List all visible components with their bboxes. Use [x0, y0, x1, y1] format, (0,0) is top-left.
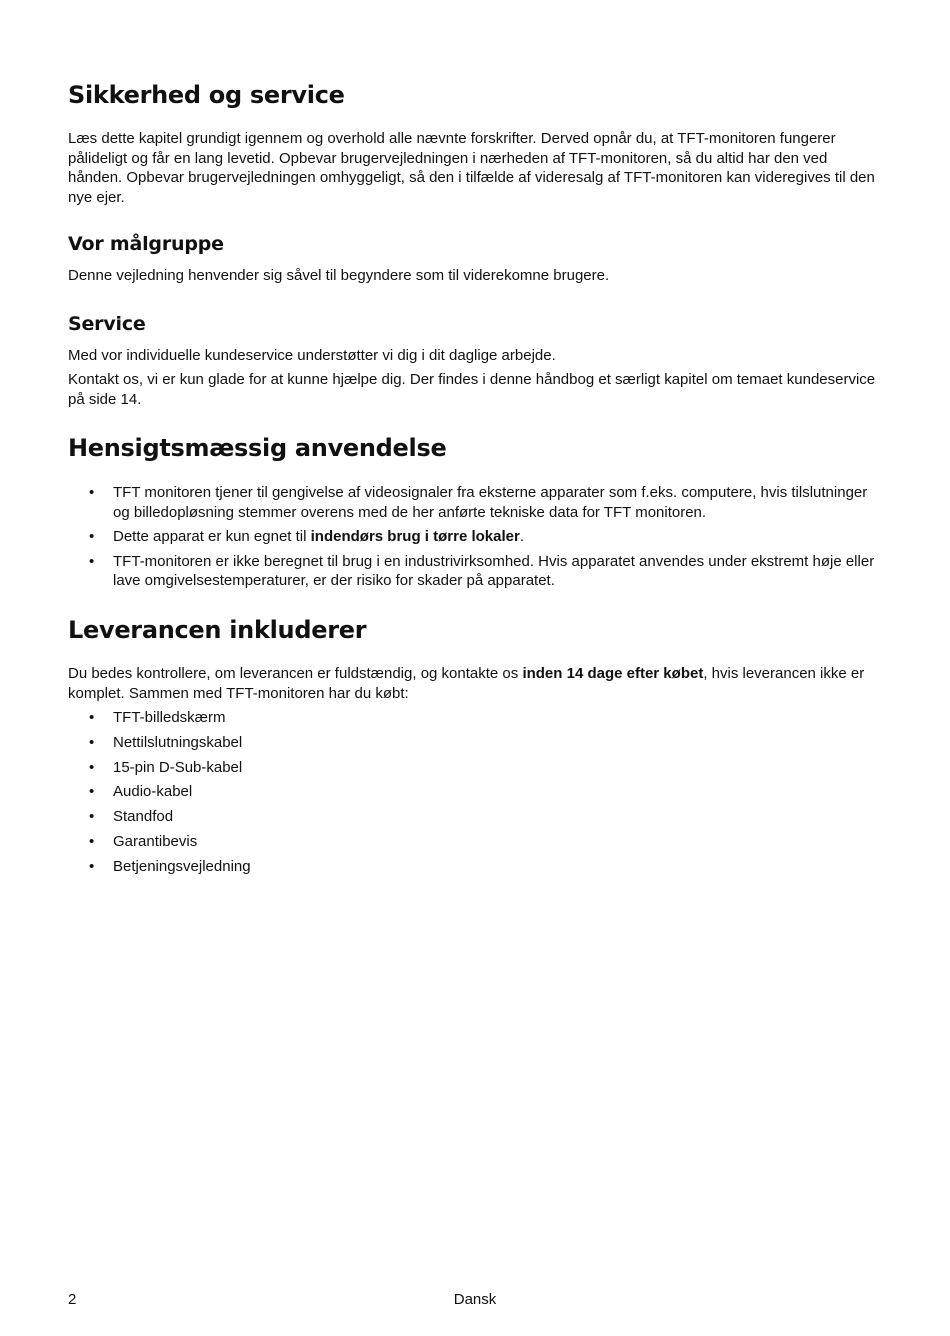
list-item: • TFT-billedskærm	[68, 708, 880, 728]
list-item: • Standfod	[68, 807, 880, 827]
intended-use-list	[68, 483, 880, 596]
list-item: • 15-pin D-Sub-kabel	[68, 758, 880, 778]
intro-paragraph: Læs dette kapitel grundigt igennem og overhold alle nævnte forskrifter. Derved opnår du, at TFT-monitoren fungerer pålideligt og får en lang levetid. Opbevar brugervejledningen i nærheden af TFT-monitoren, så du altid har den ved hånden. Opbevar brugervejledningen omhyggeligt, så den i tilfælde af videresalg af TFT-monitoren kan videregives til den nye ejer.	[68, 130, 875, 206]
list-item: • Nettilslutningskabel	[68, 733, 880, 753]
heading-target-group: Vor målgruppe	[68, 233, 224, 255]
delivery-paragraph	[68, 664, 880, 703]
list-item: • TFT-monitoren er ikke beregnet til brug i en industrivirksomhed. Hvis apparatet anvendes under ekstremt høje eller lave omgivelsestemperaturer, er der risiko for skader på apparatet.	[68, 552, 880, 591]
service-paragraph-1: Med vor individuelle kundeservice understøtter vi dig i dit daglige arbejde.	[68, 347, 556, 364]
delivery-emphasis: inden 14 dage efter købet	[522, 665, 704, 682]
list-item-text: Dette apparat er kun egnet til	[113, 528, 311, 545]
service-paragraph-2: Kontakt os, vi er kun glade for at kunne hjælpe dig. Der findes i denne håndbog et særligt kapitel om temaet kundeservice på side 14.	[68, 371, 876, 408]
page-number: 2	[68, 1291, 77, 1308]
heading-service: Service	[68, 313, 146, 335]
list-item: • Audio-kabel	[68, 782, 880, 802]
list-item	[68, 527, 880, 547]
delivery-list	[68, 708, 880, 882]
list-item: • TFT monitoren tjener til gengivelse af videosignaler fra eksterne apparater som f.eks. computere, hvis tilslutninger og billedopløsning stemmer overens med de her anførte tekniske data for TFT monitoren.	[68, 483, 880, 522]
heading-intended-use: Hensigtsmæssig anvendelse	[68, 434, 447, 462]
footer-language: Dansk	[453, 1291, 497, 1308]
list-item-text: .	[519, 528, 524, 545]
delivery-text: Du bedes kontrollere, om leverancen er fuldstændig, og kontakte os	[68, 665, 523, 682]
heading-delivery-contents: Leverancen inkluderer	[68, 616, 367, 644]
heading-safety-and-service: Sikkerhed og service	[68, 81, 345, 109]
list-item: • Betjeningsvejledning	[68, 857, 880, 877]
delivery-text: , hvis leverancen ikke er komplet. Sammen med TFT-monitoren har du købt:	[68, 665, 865, 702]
target-group-paragraph: Denne vejledning henvender sig såvel til begyndere som til viderekomne brugere.	[68, 267, 610, 284]
list-item: • Garantibevis	[68, 832, 880, 852]
list-item-emphasis: indendørs brug i tørre lokaler	[310, 528, 520, 545]
